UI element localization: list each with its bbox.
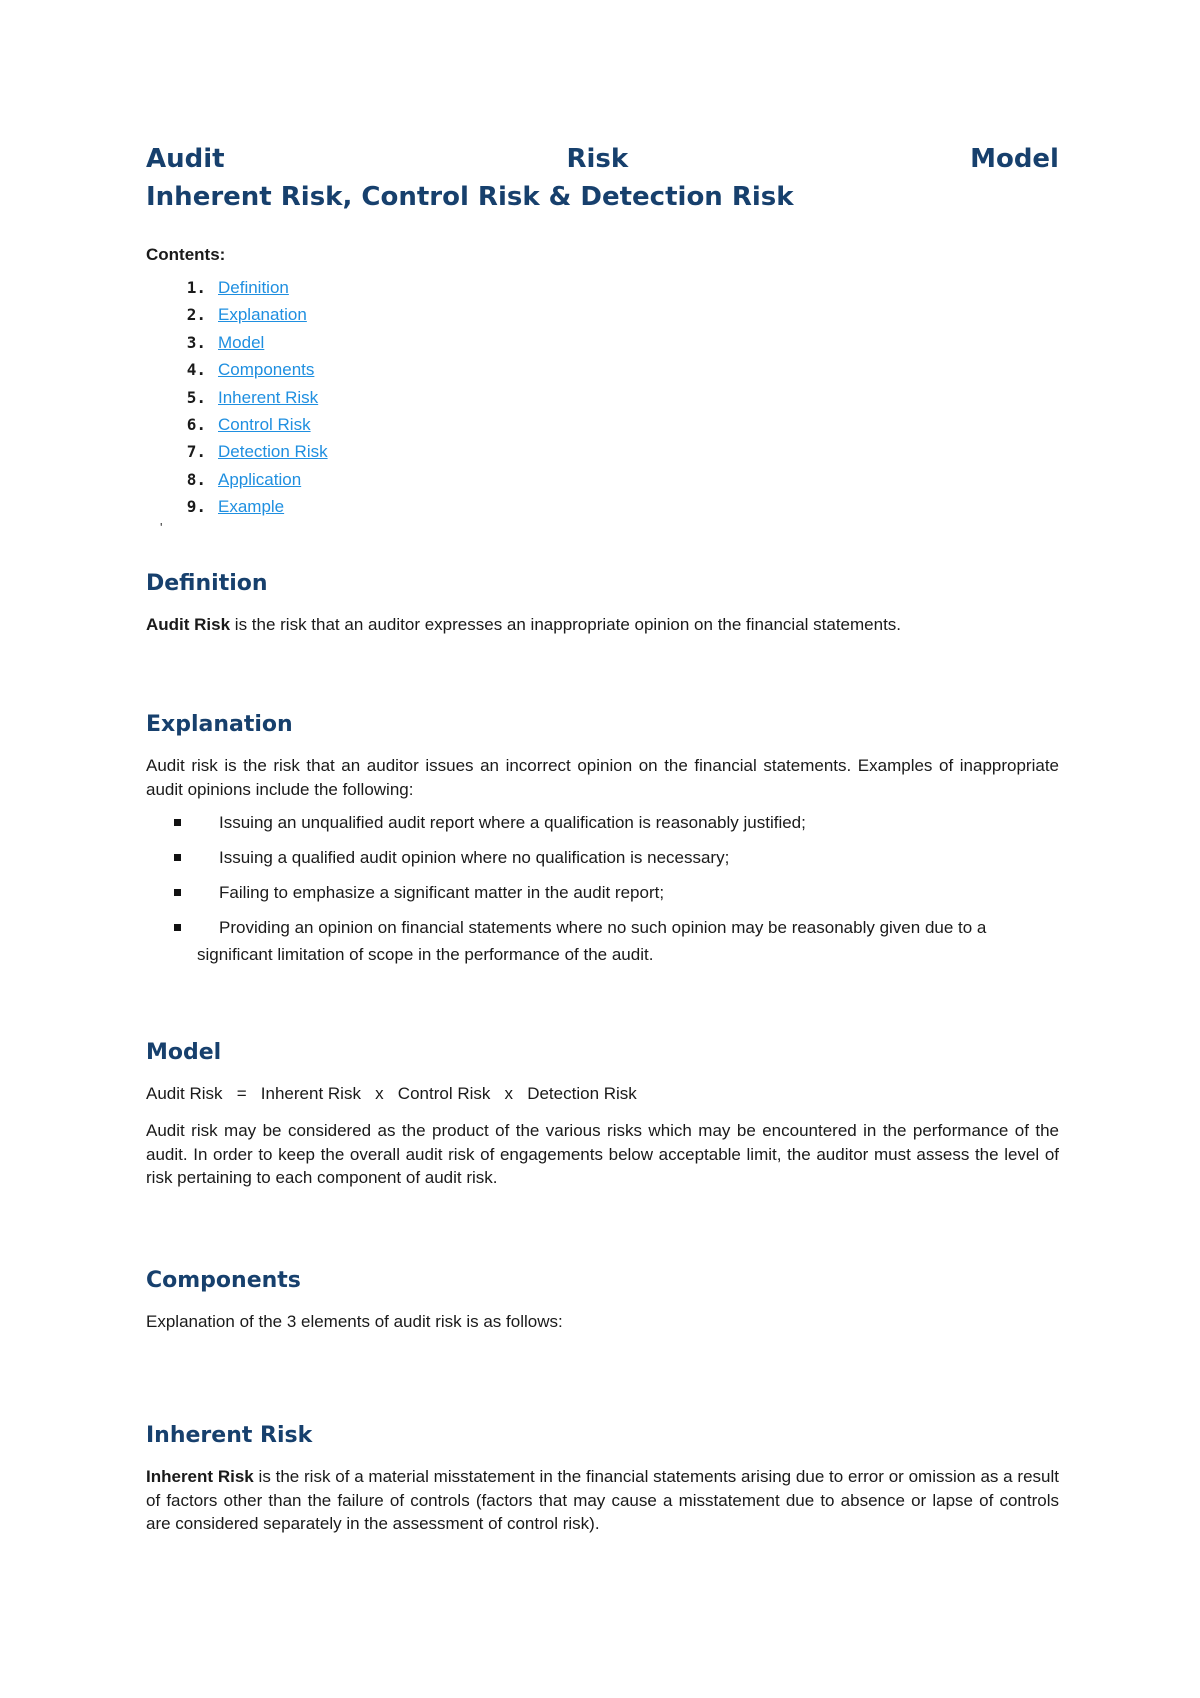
toc-link-definition[interactable]: Definition xyxy=(218,278,289,297)
bullet-square-icon xyxy=(174,889,181,896)
stray-mark: ' xyxy=(160,519,163,535)
list-item xyxy=(146,879,1059,906)
list-item xyxy=(146,914,1059,968)
toc-item xyxy=(146,438,1059,465)
list-item xyxy=(146,809,1059,836)
toc-item xyxy=(146,356,1059,383)
toc-number: 9. xyxy=(186,497,206,517)
toc-link-inherent-risk[interactable]: Inherent Risk xyxy=(218,387,319,407)
toc-link-detection-risk[interactable]: Detection Risk xyxy=(218,442,328,462)
definition-term: Audit Risk xyxy=(146,614,231,634)
inherent-risk-term: Inherent Risk xyxy=(146,1467,254,1487)
audit-risk-formula: Audit Risk = Inherent Risk x Control Risk x Detection Risk xyxy=(146,1084,637,1104)
bullet-square-icon xyxy=(174,819,181,826)
components-paragraph: Explanation of the 3 elements of audit risk is as follows: xyxy=(146,1311,563,1331)
list-item-text: Providing an opinion on financial statements where no such opinion may be reasonably given due to a xyxy=(219,918,987,938)
explanation-bullet-list xyxy=(146,809,1059,968)
toc-link-components[interactable]: Components xyxy=(218,360,315,380)
model-paragraph: Audit risk may be considered as the product of the various risks which may be encountered in the performance of the audit. In order to keep the overall audit risk of engagements below acceptable limit, the auditor must assess the level of risk pertaining to each component of audit risk. xyxy=(146,1121,1059,1188)
section-heading: Explanation xyxy=(146,712,293,738)
toc-number: 6. xyxy=(186,414,206,434)
section-heading: Definition xyxy=(146,570,268,596)
list-item-text: Failing to emphasize a significant matter in the audit report; xyxy=(219,883,665,903)
document-title-line1 xyxy=(146,140,1059,178)
section-heading: Model xyxy=(146,1040,222,1066)
section-model xyxy=(146,1038,1059,1190)
toc-number: 2. xyxy=(186,305,206,325)
section-heading: Inherent Risk xyxy=(146,1423,313,1449)
document-page xyxy=(146,140,1059,1536)
toc-item xyxy=(146,466,1059,493)
explanation-intro: Audit risk is the risk that an auditor issues an incorrect opinion on the financial statements. Examples of inappropriate audit opinions include the following: xyxy=(146,756,1059,799)
title-word-2: Risk xyxy=(566,144,629,174)
list-item xyxy=(146,844,1059,871)
document-title-line2: Inherent Risk, Control Risk & Detection Risk xyxy=(146,182,794,212)
bullet-square-icon xyxy=(174,924,181,931)
toc-item xyxy=(146,384,1059,411)
toc-link-application[interactable]: Application xyxy=(218,469,302,489)
contents-label: Contents: xyxy=(146,245,226,264)
toc-item xyxy=(146,274,1059,301)
toc-number: 3. xyxy=(186,332,206,352)
list-item-text-continued: significant limitation of scope in the performance of the audit. xyxy=(197,945,654,965)
toc-number: 1. xyxy=(186,278,206,297)
section-inherent-risk xyxy=(146,1421,1059,1536)
definition-paragraph xyxy=(146,613,1059,637)
toc-item xyxy=(146,493,1059,520)
toc-link-explanation[interactable]: Explanation xyxy=(218,305,307,325)
toc-link-example[interactable]: Example xyxy=(218,497,285,517)
toc-link-control-risk[interactable]: Control Risk xyxy=(218,414,311,434)
section-definition xyxy=(146,569,1059,637)
section-explanation xyxy=(146,710,1059,968)
table-of-contents xyxy=(146,274,1059,521)
bullet-square-icon xyxy=(174,854,181,861)
toc-number: 7. xyxy=(186,442,206,462)
section-heading: Components xyxy=(146,1267,301,1293)
toc-item xyxy=(146,329,1059,356)
toc-item xyxy=(146,411,1059,438)
title-word-3: Model xyxy=(970,144,1059,174)
definition-text: is the risk that an auditor expresses an inappropriate opinion on the financial statements. xyxy=(230,614,902,634)
inherent-risk-text: is the risk of a material misstatement in the financial statements arising due to error or omission as a result of factors other than the failure of controls (factors that may cause a misstatement due to absence or lapse of controls are considered separately in the assessment of control risk). xyxy=(146,1467,1059,1534)
toc-item xyxy=(146,301,1059,328)
toc-number: 4. xyxy=(186,360,206,380)
toc-link-model[interactable]: Model xyxy=(218,332,265,352)
title-word-1: Audit xyxy=(146,144,225,174)
toc-number: 5. xyxy=(186,387,206,407)
list-item-text: Issuing an unqualified audit report where a qualification is reasonably justified; xyxy=(219,813,806,833)
inherent-risk-paragraph xyxy=(146,1465,1059,1536)
list-item-text: Issuing a qualified audit opinion where no qualification is necessary; xyxy=(219,848,730,868)
section-components xyxy=(146,1266,1059,1334)
toc-number: 8. xyxy=(186,469,206,489)
